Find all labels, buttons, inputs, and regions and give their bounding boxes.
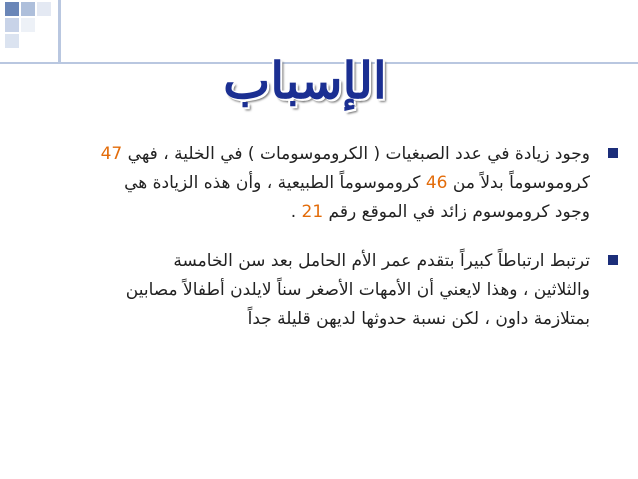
bullet-text: . [290, 202, 302, 222]
decor-vertical-band [58, 0, 61, 64]
decor-square [37, 2, 51, 16]
bullet-text: ترتبط ارتباطاً كبيراً بتقدم عمر الأم الحامل بعد سن الخامسة [173, 251, 590, 271]
decor-square [5, 2, 19, 16]
decor-square [5, 34, 19, 48]
bullet-item [20, 247, 620, 334]
bullet-text: كروموسوماً بدلاً من [447, 173, 590, 193]
bullet-text: كروموسوماً الطبيعية ، وأن هذه الزيادة هي [124, 173, 426, 193]
number-highlight: 21 [301, 202, 324, 222]
bullet-text: وجود كروموسوم زائد في الموقع رقم [323, 202, 590, 222]
square-bullet-icon [608, 148, 618, 158]
square-bullet-icon [608, 255, 618, 265]
number-highlight: 46 [425, 173, 448, 193]
bullet-list [20, 140, 620, 334]
number-highlight: 47 [100, 144, 123, 164]
bullet-line [20, 169, 590, 198]
bullet-line [20, 276, 590, 305]
slide-title: الإسباب [223, 51, 387, 110]
decor-square [5, 18, 19, 32]
bullet-line [20, 198, 590, 227]
bullet-item [20, 140, 620, 227]
bullet-text: بمتلازمة داون ، لكن نسبة حدوثها لديهن قليلة جداً [247, 309, 590, 329]
bullet-line [20, 305, 590, 334]
bullet-line [20, 140, 590, 169]
decor-square [21, 2, 35, 16]
bullet-text: وجود زيادة في عدد الصبغيات ( الكروموسومات ) في الخلية ، فهي [122, 144, 590, 164]
bullet-line [20, 247, 590, 276]
bullet-text: والثلاثين ، وهذا لايعني أن الأمهات الأصغر سناً لايلدن أطفالاً مصابين [125, 280, 590, 300]
decor-square [21, 18, 35, 32]
